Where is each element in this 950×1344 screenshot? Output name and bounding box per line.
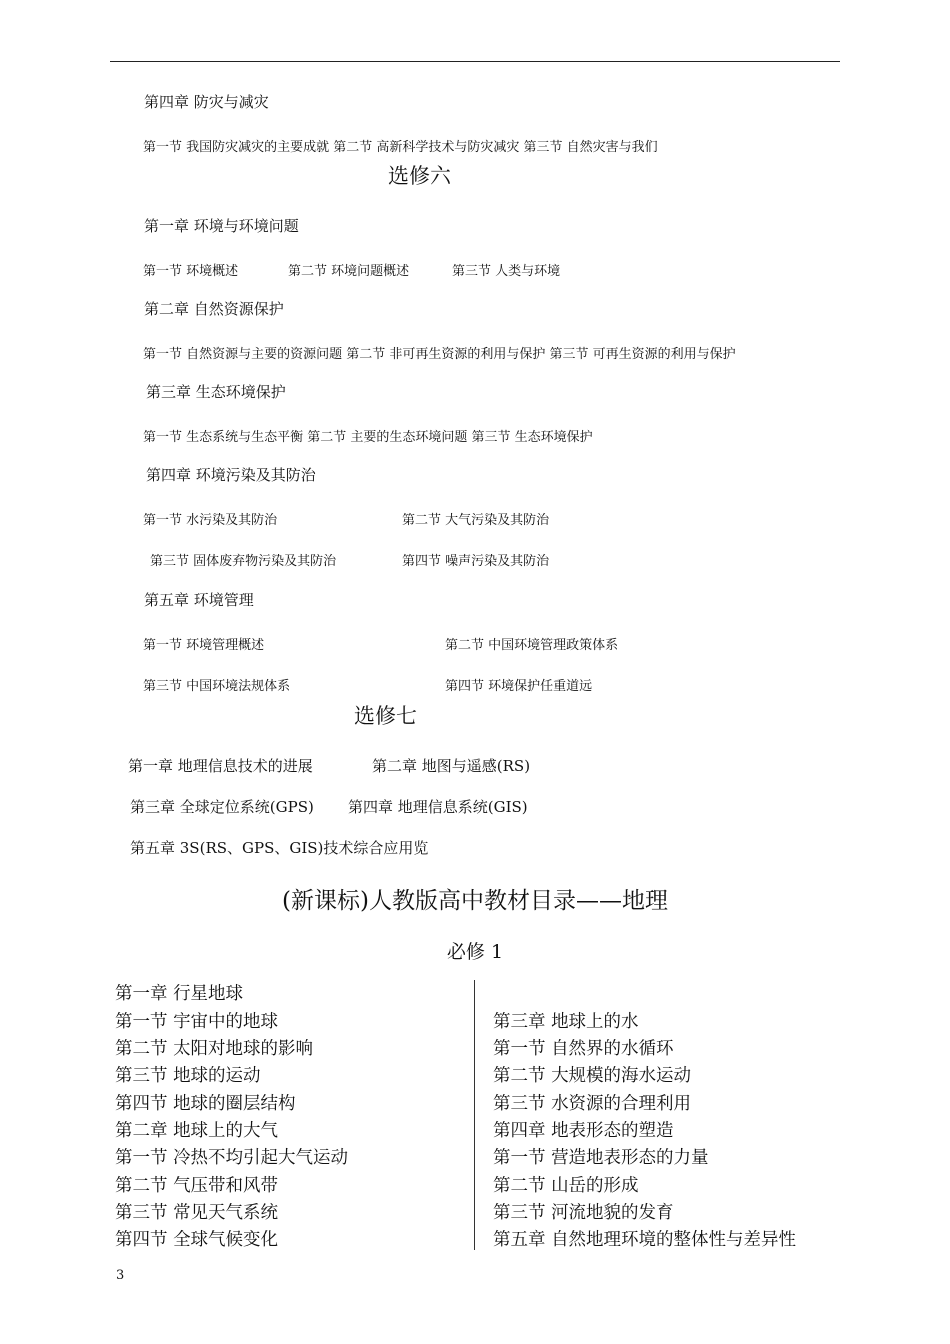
section-line: 第一节 生态系统与生态平衡 第二节 主要的生态环境问题 第三节 生态环境保护 [143,430,593,445]
toc-left-item: 第二章 地球上的大气 [115,1121,279,1141]
chapter-item: 第一章 地理信息技术的进展 [128,757,313,775]
section-item: 第三节 中国环境法规体系 [143,679,291,694]
toc-left-item: 第一章 行星地球 [115,984,244,1004]
elective7-heading: 选修七 [354,704,417,728]
toc-right-item: 第二节 山岳的形成 [493,1176,639,1196]
toc-right-item: 第二节 大规模的海水运动 [493,1066,692,1086]
toc-left-item: 第二节 太阳对地球的影响 [115,1039,314,1059]
section-item: 第四节 噪声污染及其防治 [402,554,550,569]
section-item: 第一节 水污染及其防治 [143,513,278,528]
elective6-heading: 选修六 [388,164,451,188]
toc-left-item: 第四节 地球的圈层结构 [115,1094,296,1114]
column-divider [474,980,475,1250]
chapter-item: 第四章 地理信息系统(GIS) [348,798,528,816]
toc-left-item: 第四节 全球气候变化 [115,1230,279,1250]
toc-right-item: 第三节 河流地貌的发育 [493,1203,674,1223]
page-number: 3 [116,1268,125,1283]
chapter-heading: 第五章 环境管理 [144,591,254,609]
section-item: 第三节 固体废弃物污染及其防治 [150,554,337,569]
chapter-item: 第二章 地图与遥感(RS) [372,757,531,775]
section-item: 第二节 中国环境管理政策体系 [445,638,619,653]
toc-left-item: 第二节 气压带和风带 [115,1176,279,1196]
chapter-heading: 第一章 环境与环境问题 [144,217,299,235]
section-item: 第一节 环境管理概述 [143,638,265,653]
compulsory1-heading: 必修 1 [446,941,504,963]
toc-right-item: 第五章 自然地理环境的整体性与差异性 [493,1230,797,1250]
toc-left-item: 第一节 宇宙中的地球 [115,1012,279,1032]
section-item: 第四节 环境保护任重道远 [445,679,593,694]
toc-right-item: 第三节 水资源的合理利用 [493,1094,692,1114]
toc-left-item: 第三节 常见天气系统 [115,1203,279,1223]
header-rule [110,61,840,62]
section-item: 第一节 环境概述 [143,264,239,279]
page-title: (新课标)人教版高中教材目录——地理 [282,888,668,914]
section-item: 第二节 大气污染及其防治 [402,513,550,528]
chapter-heading: 第三章 生态环境保护 [146,383,286,401]
toc-left-item: 第一节 冷热不均引起大气运动 [115,1148,349,1168]
chapter-heading: 第四章 防灾与减灾 [144,93,269,111]
toc-right-item: 第一节 营造地表形态的力量 [493,1148,709,1168]
section-line: 第一节 我国防灾减灾的主要成就 第二节 高新科学技术与防灾减灾 第三节 自然灾害与我们 [143,140,658,155]
section-item: 第二节 环境问题概述 [288,264,410,279]
chapter-item: 第三章 全球定位系统(GPS) [130,798,314,816]
toc-right-item: 第一节 自然界的水循环 [493,1039,674,1059]
chapter-heading: 第二章 自然资源保护 [144,300,284,318]
section-item: 第三节 人类与环境 [452,264,561,279]
toc-right-item: 第四章 地表形态的塑造 [493,1121,674,1141]
section-line: 第一节 自然资源与主要的资源问题 第二节 非可再生资源的利用与保护 第三节 可再生资源的利用与保护 [143,347,736,362]
toc-left-item: 第三节 地球的运动 [115,1066,261,1086]
toc-right-item: 第三章 地球上的水 [493,1012,639,1032]
chapter-item: 第五章 3S(RS、GPS、GIS)技术综合应用览 [130,839,429,857]
chapter-heading: 第四章 环境污染及其防治 [146,466,316,484]
